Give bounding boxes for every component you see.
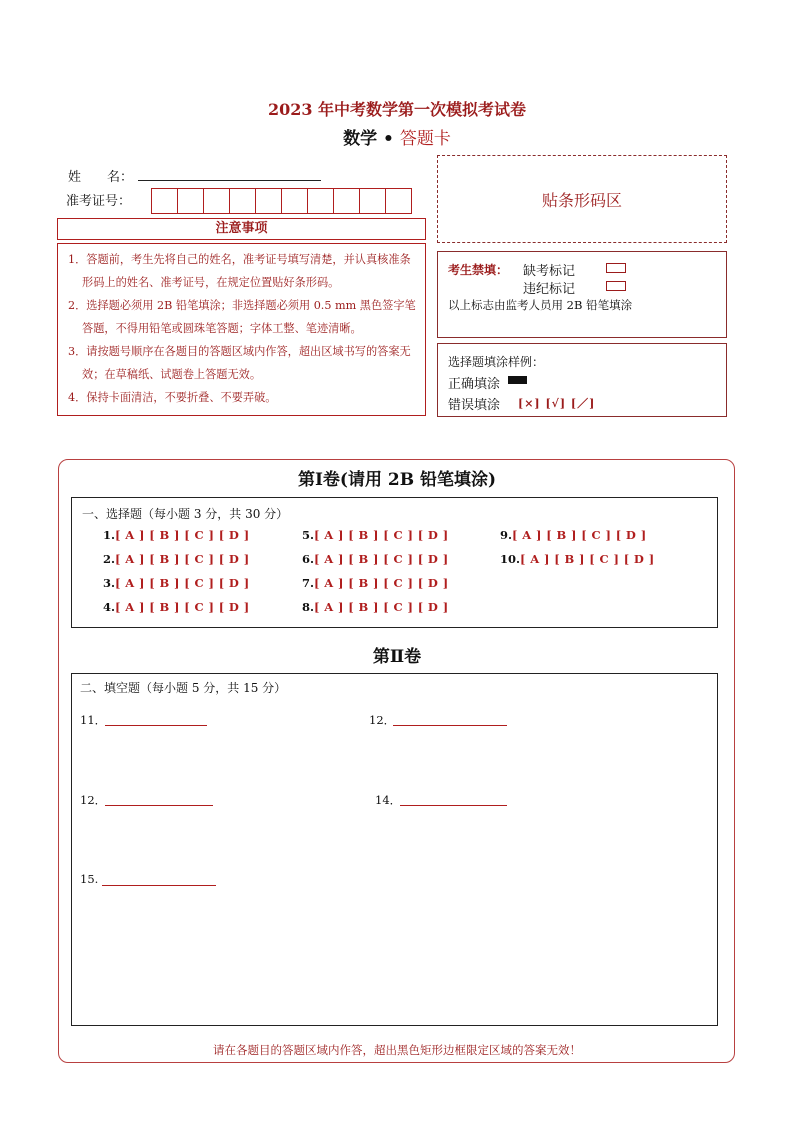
answer-options[interactable]: [ A ] [ B ] [ C ] [ D ] — [520, 552, 655, 566]
question-number: 5. — [302, 528, 315, 542]
mcq-section-title: 一、选择题（每小题 3 分，共 30 分） — [82, 507, 289, 521]
notice-body — [57, 243, 426, 416]
violation-mark-label: 违纪标记 — [523, 282, 576, 297]
question-number: 4. — [103, 600, 116, 614]
card-subtitle — [0, 124, 794, 149]
proctor-note: 以上标志由监考人员用 2B 铅笔填涂 — [448, 298, 633, 312]
correct-fill-label: 正确填涂 — [448, 377, 501, 392]
answer-card-label: 答题卡 — [399, 129, 451, 149]
correct-fill-example — [508, 376, 527, 384]
id-digit-box[interactable] — [151, 188, 178, 214]
blank-answer-line[interactable] — [105, 805, 213, 806]
footer-warning: 请在各题目的答题区域内作答，超出黑色矩形边框限定区域的答案无效！ — [213, 1043, 581, 1057]
notice-item: 1．答题前，考生先将自己的姓名，准考证号填写清楚，并认真核准条形码上的姓名、准考证号，在规定位置贴好条形码。 — [68, 253, 411, 289]
mcq-question-10[interactable] — [500, 552, 655, 566]
blank-answer-line[interactable] — [400, 805, 507, 806]
blank-answer-line[interactable] — [105, 725, 207, 726]
missing-mark-box[interactable] — [606, 263, 626, 273]
id-digit-box[interactable] — [177, 188, 204, 214]
name-field[interactable] — [138, 180, 321, 181]
answer-options[interactable]: [ A ] [ B ] [ C ] [ D ] — [115, 600, 250, 614]
answer-options[interactable]: [ A ] [ B ] [ C ] [ D ] — [314, 600, 449, 614]
id-digit-box[interactable] — [281, 188, 308, 214]
blank-number: 12． — [369, 713, 396, 727]
question-number: 7. — [302, 576, 315, 590]
answer-options[interactable]: [ A ] [ B ] [ C ] [ D ] — [115, 528, 250, 542]
barcode-area — [437, 155, 727, 243]
mcq-question-8[interactable] — [302, 600, 449, 614]
mcq-question-6[interactable] — [302, 552, 449, 566]
dot-separator: • — [377, 129, 400, 149]
subject-label: 数学 — [343, 129, 378, 149]
part2-title: 第Ⅱ卷 — [372, 647, 422, 667]
id-digit-box[interactable] — [359, 188, 386, 214]
exam-title: 2023 年中考数学第一次模拟考试卷 — [267, 100, 527, 119]
notice-item: 2．选择题必须用 2B 铅笔填涂；非选择题必须用 0.5 mm 黑色签字笔答题，不得用铅笔或圆珠笔答题；字体工整、笔迹清晰。 — [68, 299, 416, 335]
mcq-question-4[interactable] — [103, 600, 250, 614]
answer-options[interactable]: [ A ] [ B ] [ C ] [ D ] — [314, 576, 449, 590]
violation-mark-box[interactable] — [606, 281, 626, 291]
question-number: 1. — [103, 528, 116, 542]
answer-options[interactable]: [ A ] [ B ] [ C ] [ D ] — [314, 552, 449, 566]
missing-mark-label: 缺考标记 — [523, 264, 576, 279]
id-number-boxes[interactable] — [151, 188, 411, 214]
part1-title: 第Ⅰ卷(请用 2B 铅笔填涂) — [297, 470, 497, 490]
notice-title: 注意事项 — [57, 218, 426, 240]
answer-options[interactable]: [ A ] [ B ] [ C ] [ D ] — [314, 528, 449, 542]
barcode-label: 贴条形码区 — [541, 190, 622, 210]
question-number: 10. — [500, 552, 521, 566]
question-number: 2. — [103, 552, 116, 566]
blank-answer-line[interactable] — [393, 725, 507, 726]
answer-options[interactable]: [ A ] [ B ] [ C ] [ D ] — [115, 576, 250, 590]
sample-title: 选择题填涂样例： — [448, 355, 545, 369]
blank-number: 11． — [80, 713, 107, 727]
id-digit-box[interactable] — [203, 188, 230, 214]
wrong-fill-label: 错误填涂 — [448, 398, 501, 413]
id-label: 准考证号： — [66, 194, 132, 209]
blank-number: 12． — [80, 793, 107, 807]
id-digit-box[interactable] — [229, 188, 256, 214]
question-number: 6. — [302, 552, 315, 566]
blank-number: 15. — [80, 872, 99, 886]
mcq-question-1[interactable] — [103, 528, 250, 542]
answer-options[interactable]: [ A ] [ B ] [ C ] [ D ] — [115, 552, 250, 566]
blank-answer-line[interactable] — [102, 885, 216, 886]
fill-section-title: 二、填空题（每小题 5 分，共 15 分） — [80, 681, 287, 695]
notice-item: 4．保持卡面清洁，不要折叠、不要弄破。 — [68, 391, 277, 404]
id-digit-box[interactable] — [333, 188, 360, 214]
mcq-question-5[interactable] — [302, 528, 449, 542]
mcq-question-9[interactable] — [500, 528, 647, 542]
id-digit-box[interactable] — [255, 188, 282, 214]
blank-number: 14． — [375, 793, 402, 807]
question-number: 3. — [103, 576, 116, 590]
notice-item: 3．请按题号顺序在各题目的答题区域内作答，超出区域书写的答案无效；在草稿纸、试题卷上答题无效。 — [68, 345, 411, 381]
wrong-fill-examples: [×] [√] [／] — [518, 397, 596, 410]
id-digit-box[interactable] — [385, 188, 412, 214]
question-number: 8. — [302, 600, 315, 614]
question-number: 9. — [500, 528, 513, 542]
mcq-question-3[interactable] — [103, 576, 250, 590]
id-digit-box[interactable] — [307, 188, 334, 214]
mcq-question-2[interactable] — [103, 552, 250, 566]
answer-options[interactable]: [ A ] [ B ] [ C ] [ D ] — [512, 528, 647, 542]
name-label: 姓 名： — [68, 170, 134, 185]
mcq-question-7[interactable] — [302, 576, 449, 590]
proctor-title: 考生禁填： — [448, 263, 509, 277]
